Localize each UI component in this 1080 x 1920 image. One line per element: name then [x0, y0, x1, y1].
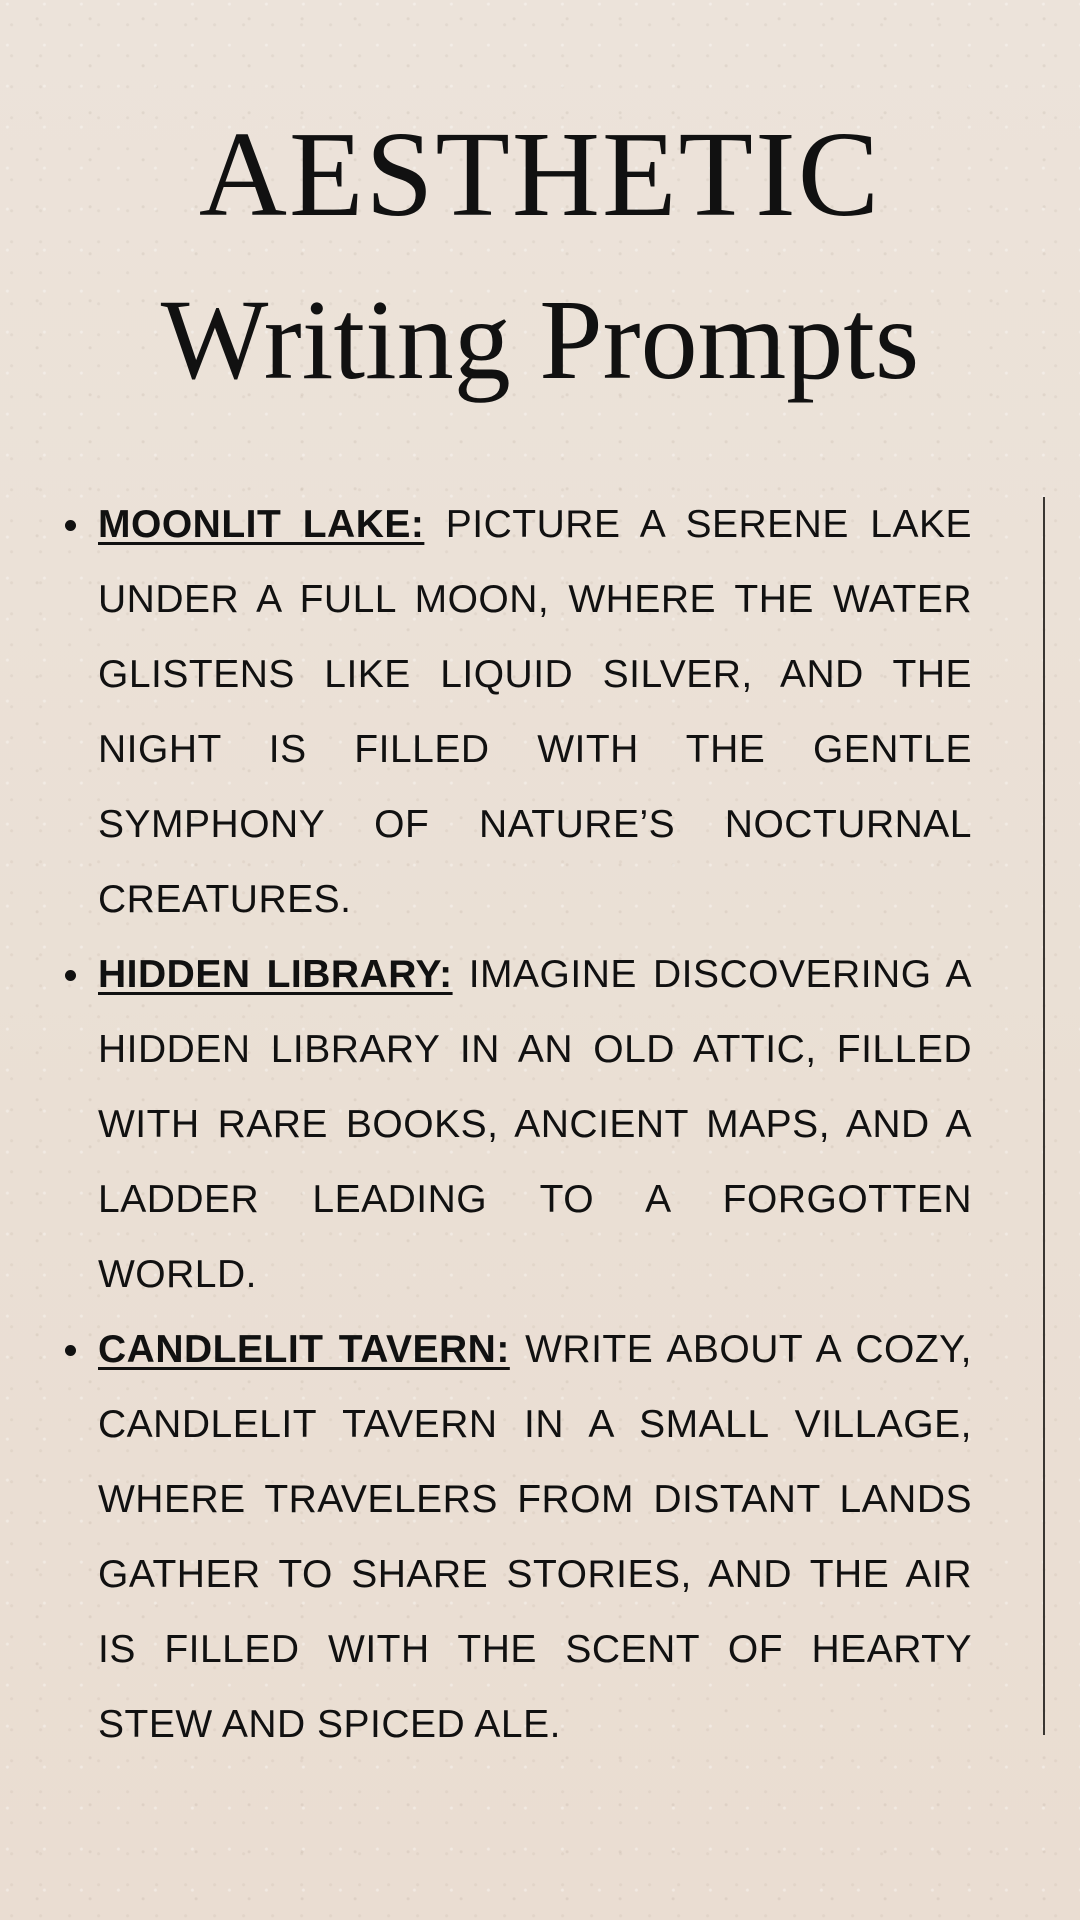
- prompt-item-candlelit-tavern: [62, 1312, 972, 1762]
- prompt-name: HIDDEN LIBRARY:: [98, 953, 453, 996]
- prompt-text: PICTURE A SERENE LAKE UNDER A FULL MOON, WHERE THE WATER GLISTENS LIKE LIQUID SILVER, AND THE NIGHT IS FILLED WITH THE GENTLE SYMPHONY OF NATURE’S NOCTURNAL CREATURES.: [98, 503, 972, 921]
- prompt-list: [62, 487, 972, 1762]
- bullet-icon: [65, 1345, 76, 1356]
- prompt-text: IMAGINE DISCOVERING A HIDDEN LIBRARY IN AN OLD ATTIC, FILLED WITH RARE BOOKS, ANCIENT MAPS, AND A LADDER LEADING TO A FORGOTTEN WORLD.: [98, 953, 972, 1296]
- prompt-name: CANDLELIT TAVERN:: [98, 1328, 510, 1371]
- prompt-text: WRITE ABOUT A COZY, CANDLELIT TAVERN IN A SMALL VILLAGE, WHERE TRAVELERS FROM DISTANT LANDS GATHER TO SHARE STORIES, AND THE AIR IS FILLED WITH THE SCENT OF HEARTY STEW AND SPICED ALE.: [98, 1328, 972, 1746]
- prompt-name: MOONLIT LAKE:: [98, 503, 425, 546]
- page-title-line-2: Writing Prompts: [160, 276, 920, 403]
- prompt-item-moonlit-lake: [62, 487, 972, 937]
- bullet-icon: [65, 970, 76, 981]
- prompt-item-hidden-library: [62, 937, 972, 1312]
- bullet-icon: [65, 520, 76, 531]
- vertical-divider: [1043, 497, 1045, 1735]
- page-title-line-1: AESTHETIC: [198, 107, 882, 242]
